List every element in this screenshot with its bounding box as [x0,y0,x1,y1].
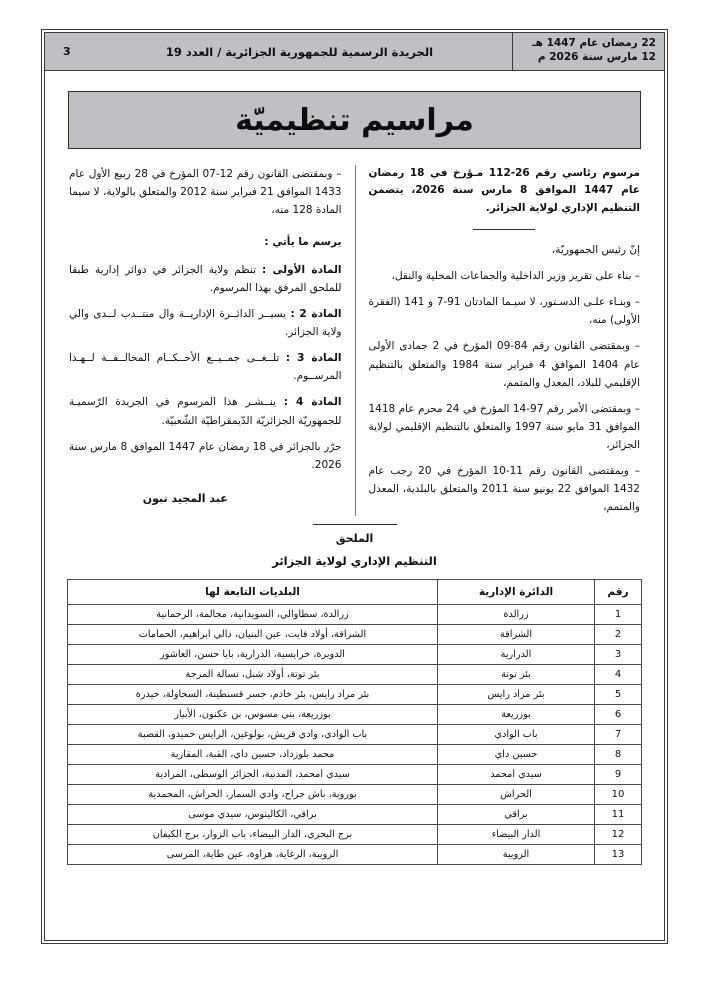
cell-district: الدرارية [438,644,595,664]
article-3 [69,349,342,385]
annex-block [45,524,664,568]
page-body [45,33,664,940]
table-header-row [68,579,642,604]
cell-municipalities: محمد بلوزداد، حسين داي، القبة، المقارية [68,744,438,764]
article-1 [69,261,342,297]
cell-number: 8 [595,744,642,764]
table-wrap [45,579,664,865]
cell-number: 12 [595,824,642,844]
cell-district: براقي [438,804,595,824]
cell-number: 10 [595,784,642,804]
cell-district: بئر توتة [438,664,595,684]
table-row [68,604,642,624]
paragraph-preamble-4: – وبمقتضى الأمر رقم 97-14 المؤرخ في 24 محرم عام 1418 الموافق 31 مايو سنة 1997 والمتعلق بالتنظيم الإقليمي لولاية الجزائر، [368,402,641,451]
article-2 [69,305,342,341]
paragraph-preamble-5: – وبمقتضى القانون رقم 11-10 المؤرخ في 20 رجب عام 1432 الموافق 22 يونيو سنة 2011 والمتعلق بالبلدية، المعدل والمتمم، [368,464,641,513]
date-hijri: 22 رمضان عام 1447 هـ [532,37,656,49]
journal-title: الجريدة الرسمية للجمهورية الجزائرية / العدد 19 [165,44,434,59]
cell-number: 5 [595,684,642,704]
cell-number: 6 [595,704,642,724]
cell-municipalities: باب الوادي، وادي قريش، بولوغين، الرايس حميدو، القصبة [68,724,438,744]
cell-municipalities: الرويبة، الرغاية، هراوة، عين طاية، المرسى [68,844,438,864]
cell-number: 11 [595,804,642,824]
cell-municipalities: بوروبة، باش جراح، وادي السمار، الحراش، المحمدية [68,784,438,804]
cell-number: 3 [595,644,642,664]
cell-district: زرالدة [438,604,595,624]
cell-district: حسين داي [438,744,595,764]
signature: عبد المجيد تبون [142,491,228,505]
column-right [355,165,641,516]
cell-municipalities: برج البحري، الدار البيضاء، باب الزوار، برج الكيفان [68,824,438,844]
table-row [68,644,642,664]
running-head-date [512,33,664,70]
table-body [68,604,642,864]
cell-municipalities: بئر توتة، أولاد شبل، تسالة المرجة [68,664,438,684]
cell-number: 7 [595,724,642,744]
page-frame [41,29,668,944]
cell-district: باب الوادي [438,724,595,744]
article-4-label: المادة 4 : [283,396,342,409]
article-2-text: يسيــر الدائــرة الإداريــة وال منتــدب لــدى والي ولاية الجزائر. [69,308,342,339]
section-banner-title: مراسيم تنظيميّة [235,102,474,138]
table-row [68,764,642,784]
paragraph-preamble-1: – بناء على تقرير وزير الداخلية والجماعات المحلية والنقل، [391,270,640,283]
banner-wrap [45,71,664,149]
cell-district: الرويبة [438,844,595,864]
article-1-label: المادة الأولى : [262,264,342,277]
article-1-text: تنظم ولاية الجزائر في دوائر إدارية طبقا للملحق المرفق بهذا المرسوم. [69,264,342,295]
cell-district: الدار البيضاء [438,824,595,844]
running-head [45,33,664,71]
cell-municipalities: سيدي امحمد، المدنية، الجزائر الوسطى، المرادية [68,764,438,784]
section-banner [68,91,641,149]
column-left [69,165,355,516]
decree-title: مرسوم رئاسي رقم 26-112 مـؤرخ في 18 رمضان عام 1447 الموافق 8 مارس سنة 2026، يتضمن التنظيم الإداري لولاية الجزائر. [368,167,640,214]
cell-municipalities: الشراقة، أولاد فايت، عين البنيان، دالي ابراهيم، الحمامات [68,624,438,644]
table-row [68,744,642,764]
article-3-label: المادة 3 : [285,352,342,365]
cell-number: 9 [595,764,642,784]
paragraph-preamble-0: إنّ رئيس الجمهوريّة، [551,244,640,257]
cell-number: 4 [595,664,642,684]
article-3-text: تلــغــى جمــيــع الأحــكــام المخالــفــة لــهـذا المرســوم. [69,352,342,383]
cell-number: 2 [595,624,642,644]
cell-district: سيدي امحمد [438,764,595,784]
paragraph-preamble-3: – وبمقتضى القانون رقم 84-09 المؤرخ في 2 جمادى الأولى عام 1404 الموافق 4 فبراير سنة 1984 والمتعلق بالتنظيم الإقليمي للبلاد، المعدل والمتمم، [368,340,641,389]
table-row [68,684,642,704]
table-row [68,844,642,864]
cell-district: بوزريعة [438,704,595,724]
closing-statement: حرّر بالجزائر في 18 رمضان عام 1447 الموافق 8 مارس سنة 2026. [69,440,342,471]
cell-municipalities: الدويرة، خرايسية، الدرارية، بابا حسن، العاشور [68,644,438,664]
column-header-number: رقم [595,579,642,604]
cell-municipalities: براقي، الكاليتوس، سيدي موسى [68,804,438,824]
page-frame-inner [44,32,665,941]
annex-divider-rule [313,524,397,525]
table-row [68,824,642,844]
cell-district: بئر مراد رايس [438,684,595,704]
cell-district: الحراش [438,784,595,804]
table-row [68,704,642,724]
table-head [68,579,642,604]
column-header-municipalities: البلديات التابعة لها [68,579,438,604]
table-row [68,784,642,804]
enacting-formula: يرسم ما يأتي : [264,236,342,249]
table-row [68,724,642,744]
administrative-organization-table [67,579,642,865]
cell-municipalities: بوزريعة، بني مسوس، بن عكنون، الأبيار [68,704,438,724]
article-4 [69,393,342,429]
paragraph-preamble-6: – وبمقتضى القانون رقم 12-07 المؤرخ في 28 ربيع الأول عام 1433 الموافق 21 فبراير سنة 2012 والمتعلق بالولاية، لا سيما المادة 128 منه، [69,168,342,217]
annex-heading: الملحق [335,531,374,545]
annex-subheading: التنظيم الإداري لولاية الجزائر [272,553,437,568]
table-row [68,624,642,644]
cell-district: الشراقة [438,624,595,644]
cell-number: 1 [595,604,642,624]
table-row [68,664,642,684]
table-row [68,804,642,824]
divider-rule [473,229,535,230]
column-header-district: الدائرة الإدارية [438,579,595,604]
article-4-text: ينــشـر هذا المرسوم في الجريدة الرّسميـة للجمهوريّة الجزائريّة الدّيمقراطيّة الشّعبيّة. [69,396,342,427]
page-number: 3 [63,45,71,58]
cell-number: 13 [595,844,642,864]
article-2-label: المادة 2 : [290,308,342,321]
two-column-zone [45,149,664,516]
paragraph-preamble-2: – وبنـاء علـى الدسـتور، لا سيـما المادتان 91-7 و 141 (الفقرة الأولى) منه، [368,296,640,327]
date-gregorian: 12 مارس سنة 2026 م [537,51,656,64]
cell-municipalities: بئر مراد رايس، بئر خادم، جسر قسنطينة، السحاولة، حيدرة [68,684,438,704]
cell-municipalities: زرالدة، سطاوالي، السويدانية، محالمة، الرحمانية [68,604,438,624]
